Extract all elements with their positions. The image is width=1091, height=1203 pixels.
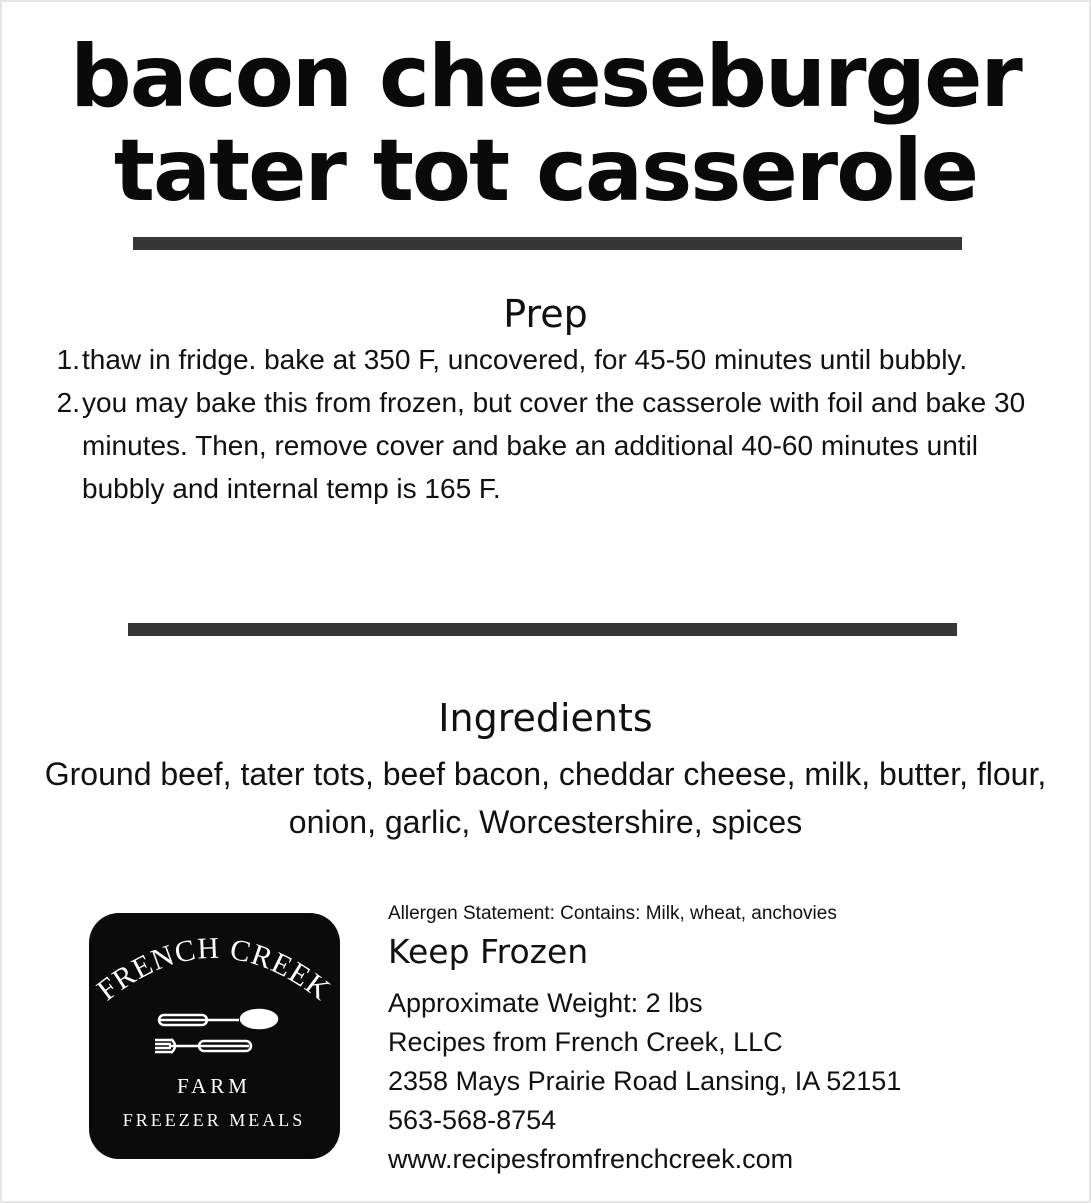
svg-text:FRENCH CREEK xyxy=(91,932,337,1008)
divider-top xyxy=(133,237,962,250)
prep-step-text: you may bake this from frozen, but cover the casserole with foil and bake 30 minutes. Then, remove cover and bake an additional 40-60 minutes until bubbly and internal temp is 165 F. xyxy=(82,387,1026,504)
product-info xyxy=(388,900,1068,1179)
prep-heading: Prep xyxy=(503,292,588,336)
prep-step-number: 2. xyxy=(56,387,80,418)
ingredients-list: Ground beef, tater tots, beef bacon, cheddar cheese, milk, butter, flour, onion, garlic, Worcestershire, spices xyxy=(44,756,1047,840)
prep-step xyxy=(48,338,1068,381)
recipe-title xyxy=(0,27,1091,221)
company-phone: 563-568-8754 xyxy=(388,1105,557,1135)
prep-steps-list xyxy=(48,338,1068,510)
company-website: www.recipesfromfrenchcreek.com xyxy=(388,1144,794,1174)
recipe-title-line-2: tater tot casserole xyxy=(113,121,978,221)
french-creek-logo xyxy=(89,913,340,1159)
allergen-statement: Allergen Statement: Contains: Milk, wheat, anchovies xyxy=(388,903,837,924)
logo-top-text: FRENCH CREEK xyxy=(90,931,337,1008)
spoon-and-fork-icon xyxy=(155,1010,277,1053)
prep-step-number: 1. xyxy=(56,344,80,375)
logo-freezer-meals-text: FREEZER MEALS xyxy=(122,1110,306,1130)
ingredients-heading: Ingredients xyxy=(438,696,653,740)
divider-middle xyxy=(128,623,957,636)
prep-step xyxy=(48,381,1068,510)
logo-farm-text: FARM xyxy=(177,1074,251,1098)
approximate-weight: Approximate Weight: 2 lbs xyxy=(388,988,703,1018)
company-address: 2358 Mays Prairie Road Lansing, IA 52151 xyxy=(388,1066,902,1096)
recipe-title-line-1: bacon cheeseburger xyxy=(70,27,1021,127)
company-name: Recipes from French Creek, LLC xyxy=(388,1027,783,1057)
prep-step-text: thaw in fridge. bake at 350 F, uncovered, for 45-50 minutes until bubbly. xyxy=(82,344,968,375)
keep-frozen-label: Keep Frozen xyxy=(388,932,589,971)
